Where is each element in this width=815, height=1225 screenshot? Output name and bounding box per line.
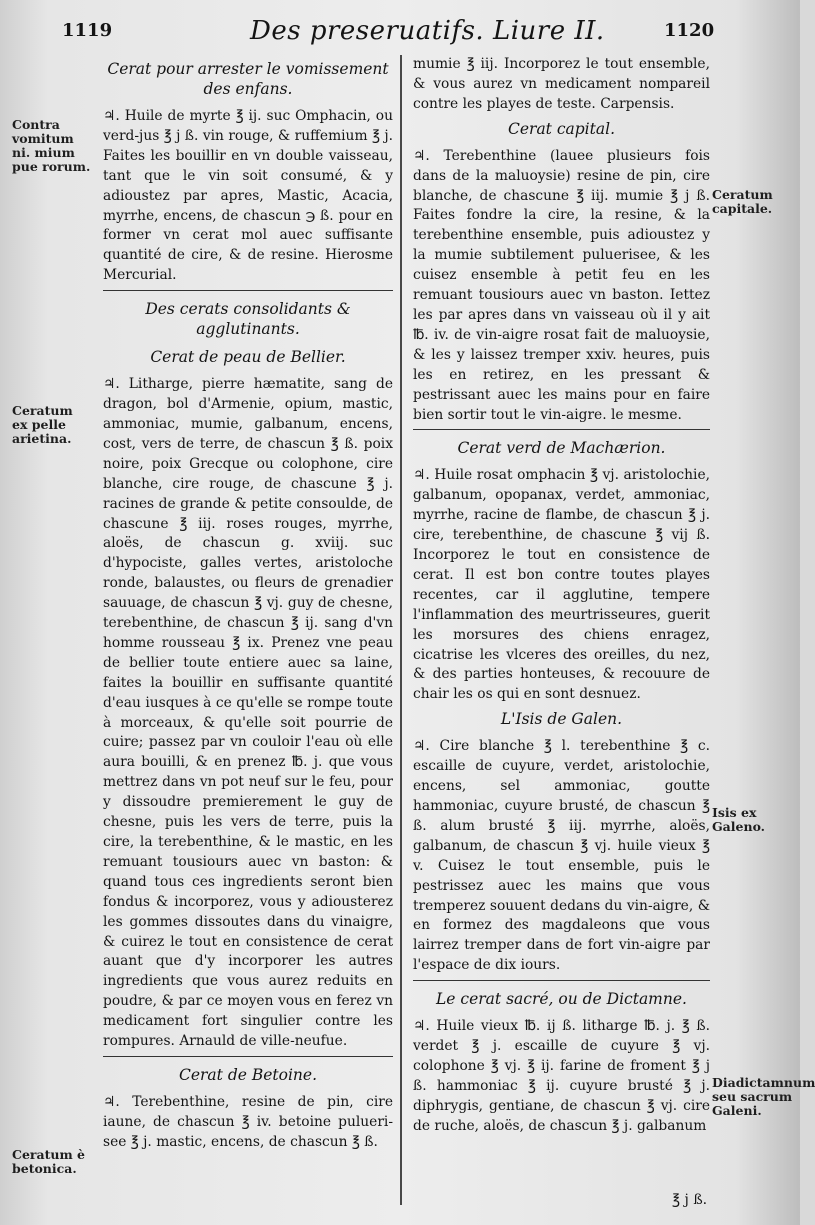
section-title: Cerat verd de Machærion. bbox=[413, 429, 710, 458]
recipe-paragraph: ♃. Huile rosat omphacin ℥ vj. aristolochie, galbanum, opopanax, verdet, ammoniac, myrrhe, racine de flambe, de chascun ℥ j. cire, terebenthine, de chascune ℥ vij ß. Incorporez le tout en consistence de cerat. Il est bon contre toutes playes recentes, car il agglutine, tempere l'inflammation des meurtrisseures, guerit les morsures des chiens enragez, cicatrise les vlceres des oreilles, du nez, & des parties honteuses, & recouure de chair les os qui en sont desnuez. bbox=[413, 467, 710, 703]
margin-note: Diadictamnum seu sacrum Galeni. bbox=[712, 1075, 815, 1118]
section-title: Cerat pour arrester le vomissement des enfans. bbox=[107, 60, 389, 98]
running-title: Des preseruatifs. Liure II. bbox=[250, 16, 605, 46]
section-title: Cerat capital. bbox=[508, 119, 615, 138]
right-column bbox=[413, 55, 710, 1141]
recipe-paragraph: ♃. Huile vieux ℔. ij ß. litharge ℔. j. ℥ ß. verdet ℥ j. escaille de cuyure ℥ vj. colophone ℥ vj. ℥ ij. farine de froment ℥ j ß. hammoniac ℥ ij. cuyure brusté ℥ j. diphrygis, gentiane, de chascun ℥ vj. cire de ruche, aloës, de chascun ℥ j. galbanum bbox=[413, 1018, 710, 1134]
continued-paragraph: mumie ℥ iij. Incorporez le tout ensemble, & vous aurez vn medicament nompareil contre les playes de teste. Carpensis. bbox=[413, 56, 710, 112]
recipe-paragraph: ♃. Huile de myrte ℥ ij. suc Omphacin, ou verd-jus ℥ j ß. vin rouge, & ruffemium ℥ j. Faites les bouillir en vn double vaisseau, tant que le vin soit consumé, & y adioustez par apres, Mastic, Acacia, myrrhe, encens, de chascun ℈ ß. pour en former vn cerat mol auec suffisante quantité de cire, & de resine. Hierosme Mercurial. bbox=[103, 108, 393, 284]
margin-note: Ceratum ex pelle arietina. bbox=[12, 403, 73, 446]
section-title: Cerat de Betoine. bbox=[103, 1056, 393, 1085]
section-title: Cerat de peau de Bellier. bbox=[150, 348, 346, 367]
left-column bbox=[103, 55, 393, 1157]
section-title: Des cerats consolidants & agglutinants. bbox=[103, 290, 393, 339]
section-title: Le cerat sacré, ou de Dictamne. bbox=[413, 980, 710, 1009]
recipe-paragraph: ♃. Litharge, pierre hæmatite, sang de dragon, bol d'Armenie, opium, mastic, ammoniac, mumie, galbanum, encens, cost, vers de terre, de chascun ℥ ß. poix noire, poix Grecque ou colophone, cire blanche, cire rouge, de chascune ℥ j. racines de grande & petite consoulde, de chascune ℥ iij. roses rouges, myrrhe, aloës, de chascun g. xviij. suc d'hypociste, galles vertes, aristoloche ronde, balaustes, ou fleurs de grenadier sauuage, de chascun ℥ vj. guy de chesne, terebenthine, de chascun ℥ ij. sang d'vn homme rousseau ℥ ix. Prenez vne peau de bellier toute entiere auec sa laine, faites la bouillir en suffisante quantité d'eau iusques à ce qu'elle se rompe toute à morceaux, & qu'elle soit pourrie de cuire; passez par vn couloir l'eau où elle aura bouilli, & en prenez ℔. j. que vous mettrez dans vn pot neuf sur le feu, pour y dissoudre premierement le guy de chesne, puis les vers de terre, puis la cire, la terebenthine, & le mastic, en les remuant tousiours auec vn baston: & quand tous ces ingredients seront bien fondus & incorporez, vous y adiousterez les gommes dissoutes dans du vinaigre, & cuirez le tout en consistence de cerat auant que d'y incorporer les autres ingredients que vous aurez reduits en poudre, & par ce moyen vous en ferez vn medicament fort singulier contre les rompures. Arnauld de ville-neufue. bbox=[103, 376, 393, 1050]
folio-right: 1120 bbox=[664, 20, 715, 41]
section-title: L'Isis de Galen. bbox=[500, 710, 623, 729]
catchword: ℥ j ß. bbox=[672, 1192, 708, 1208]
recipe-paragraph: ♃. Terebenthine (lauee plusieurs fois dans de la maluoysie) resine de pin, cire blanche, de chascune ℥ iij. mumie ℥ j ß. Faites fondre la cire, la resine, & la terebenthine ensemble, puis adioustez y la mumie subtilement puluerisee, & les cuisez ensemble à petit feu en les remuant tousiours auec vn baston. Iettez les par apres dans vn vaisseau où il y ait ℔. iv. de vin-aigre rosat fait de maluoysie, & les y laissez tremper xxiv. heures, puis les en retirez, en les pressant & pestrissant auec les mains pour en faire bien sortir tout le vin-aigre. le mesme. bbox=[413, 147, 710, 423]
margin-note: Ceratum è betonica. bbox=[12, 1147, 85, 1176]
margin-note: Ceratum capitale. bbox=[712, 187, 773, 216]
margin-note: Isis ex Galeno. bbox=[712, 805, 766, 834]
recipe-paragraph: ♃. Terebenthine, resine de pin, cire iaune, de chascun ℥ iv. betoine pulueri-see ℥ j. mastic, encens, de chascun ℥ ß. bbox=[103, 1093, 393, 1150]
folio-left: 1119 bbox=[62, 20, 113, 41]
margin-note: Contra vomitum ni. mium pue rorum. bbox=[12, 117, 91, 174]
recipe-paragraph: ♃. Cire blanche ℥ l. terebenthine ℥ c. escaille de cuyure, verdet, aristolochie, encens, sel ammoniac, goutte hammoniac, cuyure brusté, de chascun ℥ ß. alum brusté ℥ iij. myrrhe, aloës, galbanum, de chascun ℥ vj. huile vieux ℥ v. Cuisez le tout ensemble, puis le pestrissez auec les mains que vous tremperez souuent dedans du vin-aigre, & en formez des magdaleons que vous lairrez tremper dans de fort vin-aigre par l'espace de dix iours. bbox=[413, 738, 710, 974]
column-divider bbox=[400, 55, 402, 1205]
